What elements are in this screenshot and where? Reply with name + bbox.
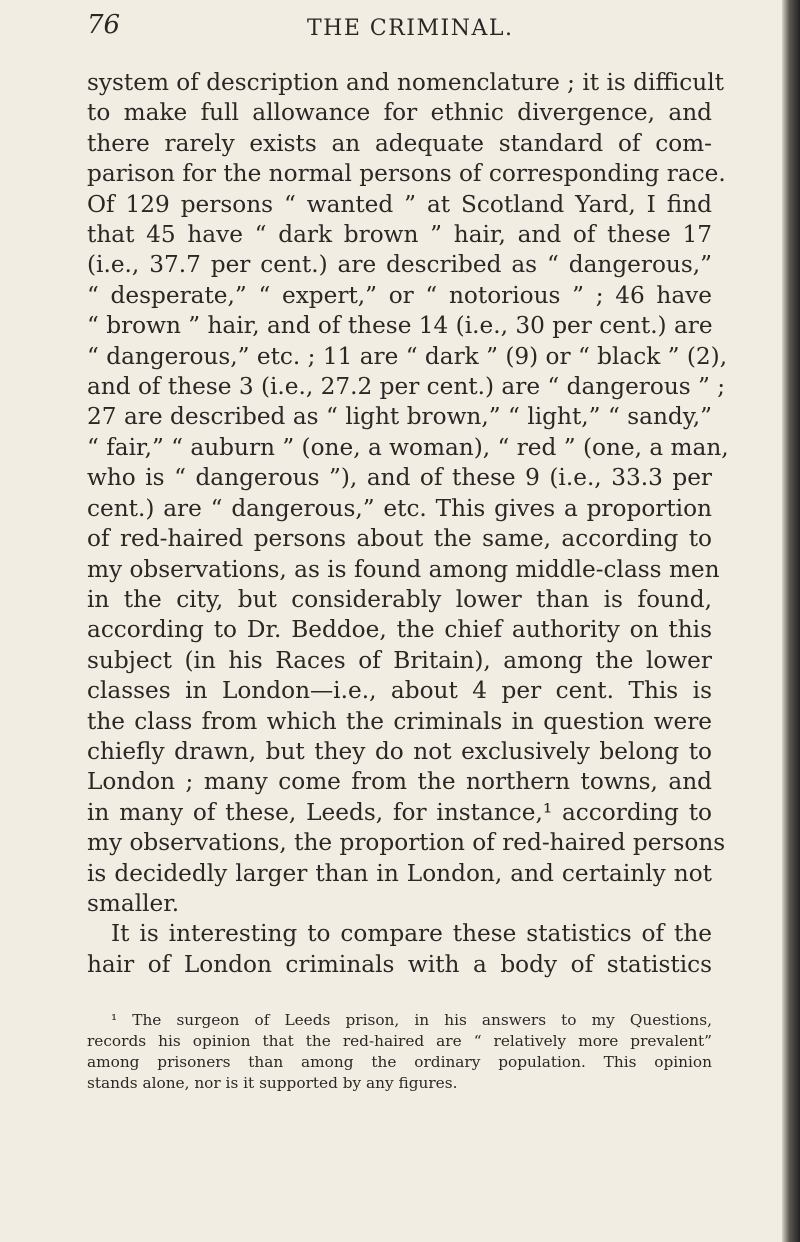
footnote-line: stands alone, nor is it supported by any figures. (87, 1074, 458, 1092)
body-line: of red-haired persons about the same, according to (87, 525, 712, 553)
footnote-line: among prisoners than among the ordinary population. This opinion (87, 1053, 712, 1071)
body-line: classes in London—i.e., about 4 per cent. This is (87, 677, 712, 705)
body-line: hair of London criminals with a body of statistics (87, 950, 712, 978)
body-line: smaller. (87, 889, 180, 917)
body-line: to make full allowance for ethnic divergence, and (87, 99, 712, 127)
running-title: THE CRIMINAL. (307, 16, 514, 41)
body-line: that 45 have “ dark brown ” hair, and of these 17 (87, 221, 712, 249)
body-line: It is interesting to compare these statistics of the (111, 920, 712, 948)
body-line: (i.e., 37.7 per cent.) are described as “ dangerous,” (87, 251, 712, 279)
body-line: who is “ dangerous ”), and of these 9 (i.e., 33.3 per (87, 464, 712, 492)
body-text (87, 68, 729, 980)
body-line: “ desperate,” “ expert,” or “ notorious ” ; 46 have (87, 281, 712, 309)
body-line: cent.) are “ dangerous,” etc. This gives a proportion (87, 494, 712, 522)
body-line: according to Dr. Beddoe, the chief authority on this (87, 616, 712, 644)
body-line: Of 129 persons “ wanted ” at Scotland Yard, I find (87, 190, 712, 218)
body-line: my observations, the proportion of red-haired persons (87, 829, 726, 857)
body-line: “ brown ” hair, and of these 14 (i.e., 30 per cent.) are (87, 312, 713, 340)
footnote-line: records his opinion that the red-haired are “ relatively more prevalent” (87, 1032, 712, 1050)
body-line: and of these 3 (i.e., 27.2 per cent.) are “ dangerous ” ; (87, 373, 726, 401)
page-number: 76 (87, 10, 121, 40)
body-line: my observations, as is found among middle-class men (87, 555, 720, 583)
body-line: is decidedly larger than in London, and certainly not (87, 859, 712, 887)
body-line: subject (in his Races of Britain), among the lower (87, 646, 712, 674)
footnote (87, 1010, 712, 1094)
body-line: there rarely exists an adequate standard of com- (87, 129, 712, 157)
body-line: chiefly drawn, but they do not exclusively belong to (87, 737, 712, 765)
body-line: system of description and nomenclature ; it is difficult (87, 69, 724, 96)
body-line: the class from which the criminals in question were (87, 707, 712, 735)
body-line: 27 are described as “ light brown,” “ light,” “ sandy,” (87, 403, 712, 431)
body-line: in the city, but considerably lower than is found, (87, 585, 712, 613)
page-header (87, 10, 707, 50)
body-line: London ; many come from the northern towns, and (87, 768, 712, 796)
body-line: in many of these, Leeds, for instance,¹ according to (87, 798, 712, 826)
body-line: parison for the normal persons of corresponding race. (87, 160, 726, 188)
page-edge-shadow (782, 0, 800, 1242)
footnote-line: ¹ The surgeon of Leeds prison, in his answers to my Questions, (111, 1011, 712, 1029)
body-line: “ fair,” “ auburn ” (one, a woman), “ red ” (one, a man, (87, 433, 729, 461)
body-line: “ dangerous,” etc. ; 11 are “ dark ” (9) or “ black ” (2), (87, 342, 728, 370)
